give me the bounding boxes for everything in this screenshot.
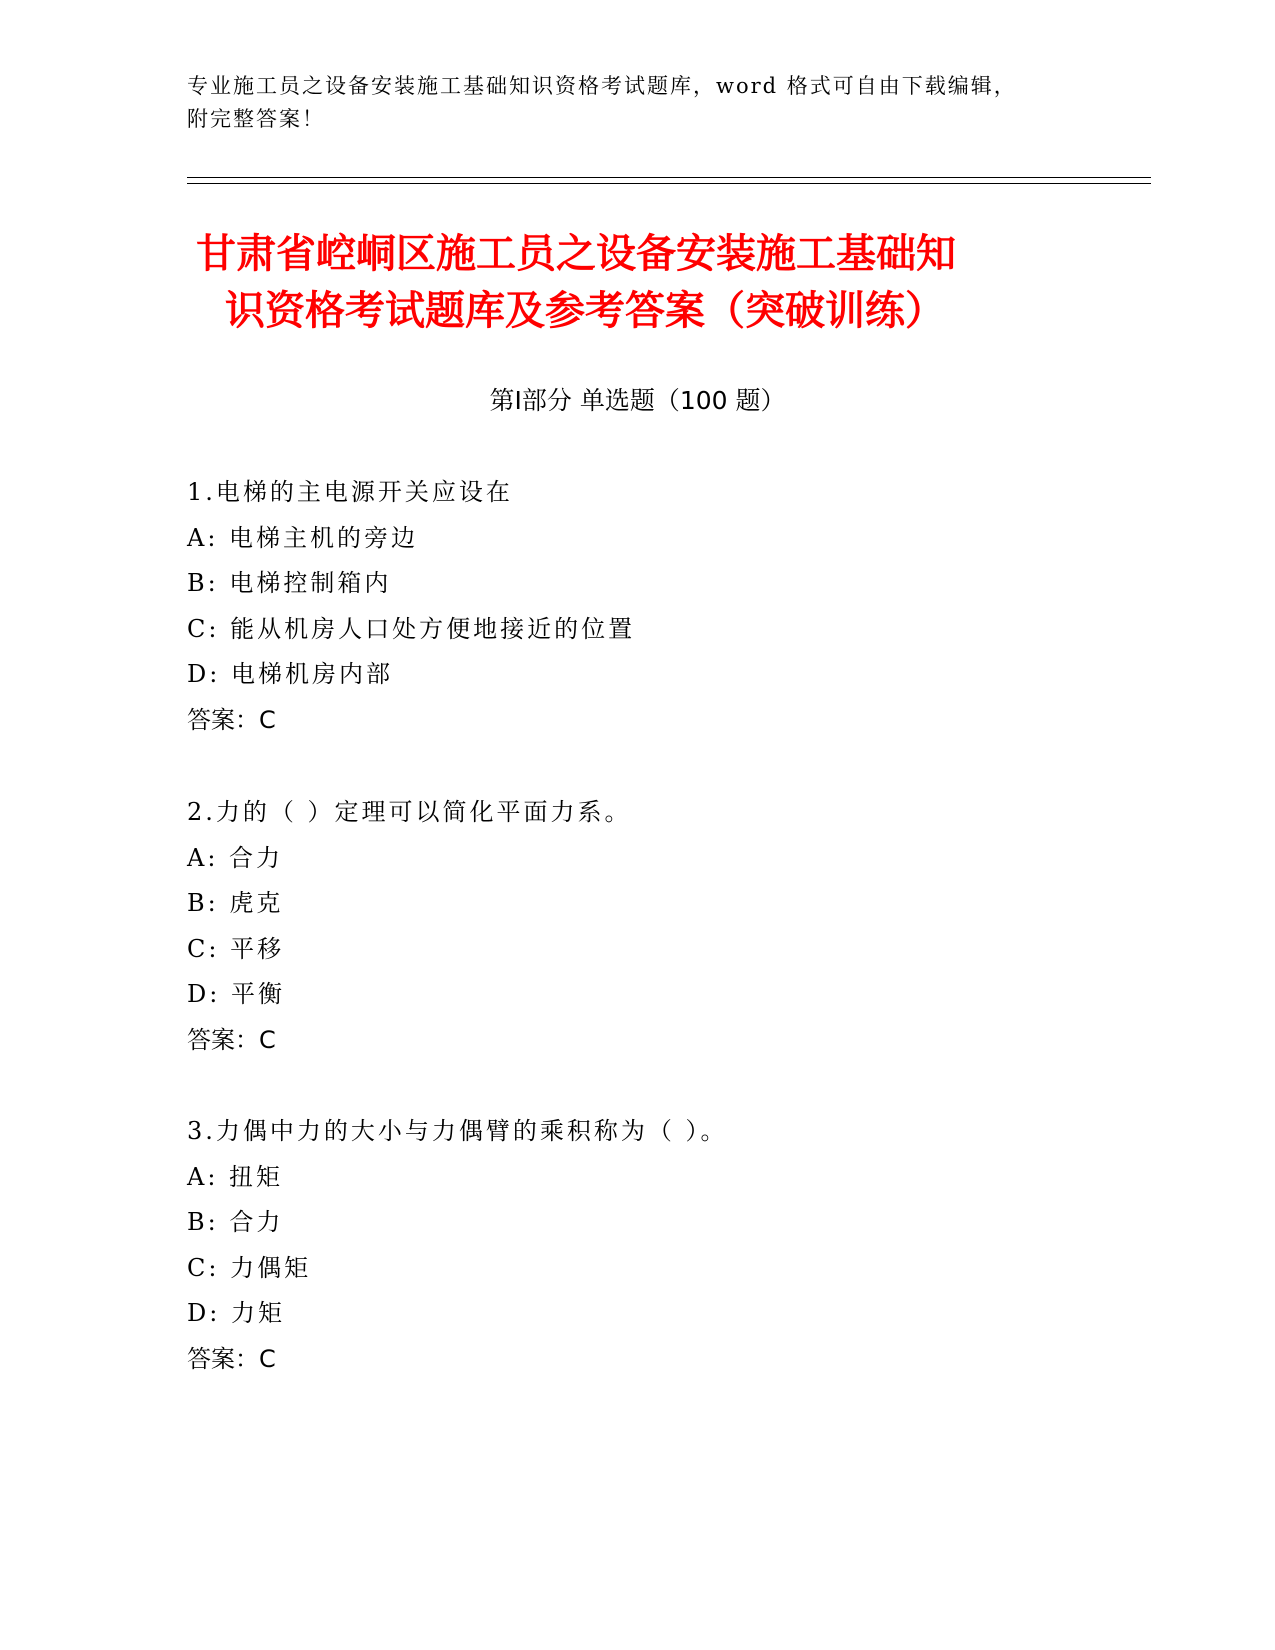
question-stem: 3.力偶中力的大小与力偶臂的乘积称为（ ）。	[187, 1117, 728, 1145]
question-2	[187, 790, 1087, 1063]
question-3	[187, 1109, 1087, 1382]
question-stem: 1.电梯的主电源开关应设在	[187, 478, 513, 506]
option-b: B: 电梯控制箱内	[187, 569, 392, 597]
answer: 答案：C	[187, 1344, 276, 1373]
section-heading: 第Ⅰ部分 单选题（100 题）	[489, 386, 786, 415]
header-note-line-1: 专业施工员之设备安装施工基础知识资格考试题库，word 格式可自由下载编辑，	[187, 74, 1017, 98]
option-a: A: 电梯主机的旁边	[187, 523, 419, 552]
document-title	[196, 226, 1096, 340]
option-c: C: 能从机房人口处方便地接近的位置	[187, 614, 636, 643]
option-d: D: 力矩	[187, 1299, 285, 1327]
header-divider-top	[187, 177, 1151, 178]
option-b: B: 虎克	[187, 889, 284, 917]
document-title-line-1: 甘肃省崆峒区施工员之设备安装施工基础知	[196, 231, 956, 277]
option-c: C: 力偶矩	[187, 1253, 312, 1282]
option-d: D: 电梯机房内部	[187, 660, 393, 688]
header-note-line-2: 附完整答案！	[187, 107, 325, 131]
option-a: A: 扭矩	[187, 1162, 284, 1191]
option-a: A: 合力	[187, 843, 284, 872]
answer: 答案：C	[187, 705, 276, 734]
option-d: D: 平衡	[187, 980, 285, 1008]
option-c: C: 平移	[187, 934, 285, 963]
header-divider-bottom	[187, 183, 1151, 184]
header-note	[187, 70, 1087, 136]
question-stem: 2.力的（ ）定理可以简化平面力系。	[187, 798, 632, 826]
question-1	[187, 470, 1087, 743]
document-title-line-2: 识资格考试题库及参考答案（突破训练）	[225, 288, 945, 334]
option-b: B: 合力	[187, 1208, 284, 1236]
answer: 答案：C	[187, 1025, 276, 1054]
